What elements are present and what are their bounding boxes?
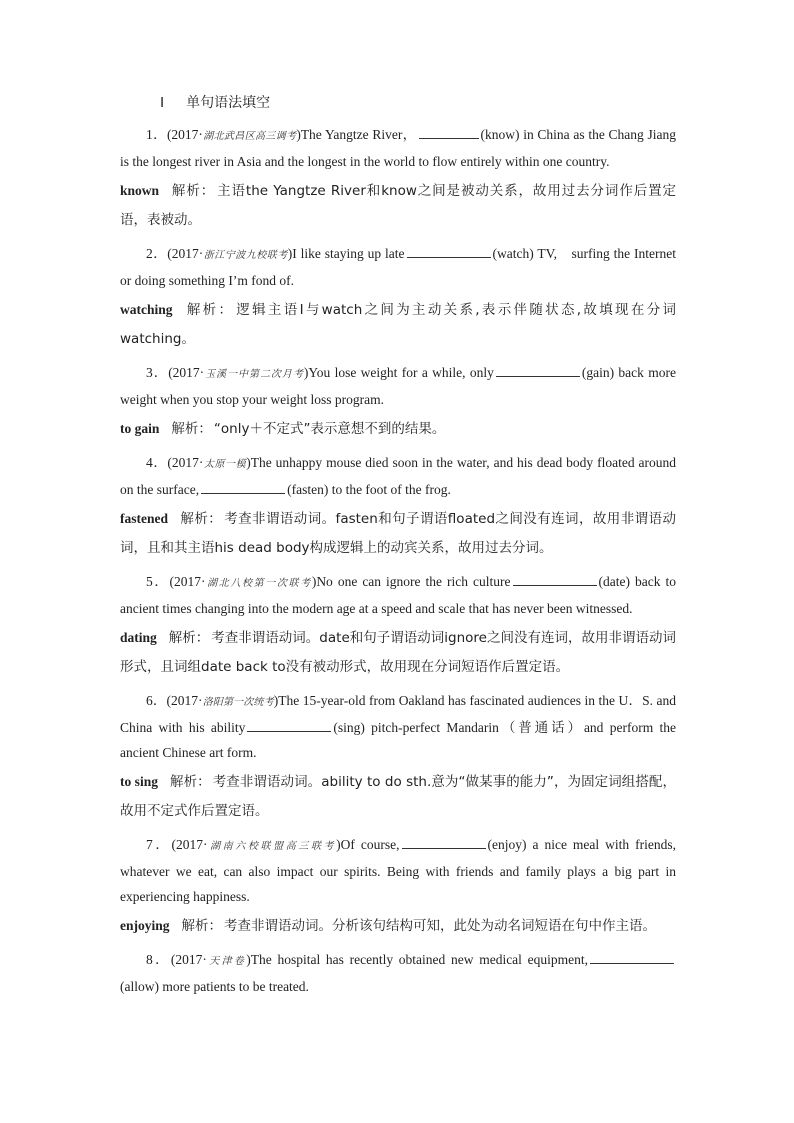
source-close: ) xyxy=(246,455,251,470)
answer-line xyxy=(120,176,676,235)
source-open: (2017· xyxy=(168,365,205,380)
question-number: 8． xyxy=(146,952,171,967)
question-after: (enjoy) a nice meal with friends, whatever we eat, can also impact our spirits. Being with friends and family plays a big part in experiencing happiness. xyxy=(120,837,676,904)
question-number: 1． xyxy=(146,127,167,142)
question-before: The hospital has recently obtained new medical equipment, xyxy=(250,952,588,967)
question-text xyxy=(120,241,676,293)
analysis-text: 考查非谓语动词。ability to do sth.意为“做某事的能力”，为固定词组搭配，故用不定式作后置定语。 xyxy=(120,774,676,819)
source-open: (2017· xyxy=(167,246,204,261)
source-open: (2017· xyxy=(170,952,207,967)
question-source: 洛阳第一次统考 xyxy=(202,697,274,708)
answer-blank[interactable] xyxy=(419,124,479,139)
analysis-label: 解析： xyxy=(181,918,223,934)
question-text xyxy=(120,569,676,621)
answer-word: watching xyxy=(120,302,173,317)
section-heading xyxy=(160,92,676,112)
question-number: 5． xyxy=(146,574,170,589)
answer-line xyxy=(120,295,676,354)
answer-blank[interactable] xyxy=(590,949,674,964)
question-item xyxy=(120,360,676,444)
source-open: (2017· xyxy=(169,574,206,589)
question-after: (gain) back more weight when you stop your weight loss program. xyxy=(120,365,676,407)
source-open: (2017· xyxy=(171,837,208,852)
question-item xyxy=(120,241,676,354)
source-open: (2017· xyxy=(166,127,203,142)
analysis-text: 主语the Yangtze River和know之间是被动关系，故用过去分词作后置定语，表被动。 xyxy=(120,183,677,228)
question-before: The Yangtze River， xyxy=(300,127,417,142)
question-after: (fasten) to the foot of the frog. xyxy=(287,482,451,497)
answer-blank[interactable] xyxy=(407,243,491,258)
question-text xyxy=(120,947,676,999)
analysis-text: 考查非谓语动词。date和句子谓语动词ignore之间没有连词，故用非谓语动词形式，且词组date back to没有被动形式，故用现在分词短语作后置定语。 xyxy=(120,630,676,675)
analysis-label: 解析： xyxy=(171,421,212,437)
section-numeral: Ⅰ xyxy=(160,96,165,111)
question-item xyxy=(120,688,676,826)
source-close: ) xyxy=(287,246,293,261)
question-after: (know) in China as the Chang Jiang is the longest river in Asia and the longest in the world to flow entirely within one country. xyxy=(120,127,677,169)
question-item xyxy=(120,947,676,999)
question-number: 6． xyxy=(146,693,167,708)
question-source: 湖南六校联盟高三联考 xyxy=(207,841,337,852)
question-number: 3． xyxy=(146,365,169,380)
section-title: 单句语法填空 xyxy=(186,95,271,111)
question-after: (sing) pitch-perfect Mandarin（普通话）and perform the ancient Chinese art form. xyxy=(120,720,676,760)
question-text xyxy=(120,832,676,909)
source-open: (2017· xyxy=(167,455,204,470)
question-source: 天津卷 xyxy=(206,956,247,967)
question-item xyxy=(120,832,676,941)
question-text xyxy=(120,122,676,174)
question-text xyxy=(120,688,676,765)
answer-line xyxy=(120,504,676,563)
question-after: (date) back to ancient times changing into the modern age at a speed and scale that has never been witnessed. xyxy=(120,574,677,616)
analysis-text: 考查非谓语动词。分析该句结构可知，此处为动名词短语在句中作主语。 xyxy=(224,918,657,934)
source-close: ) xyxy=(246,952,251,967)
question-source: 湖北武昌区高三调考 xyxy=(202,131,297,142)
source-close: ) xyxy=(303,365,309,380)
source-close: ) xyxy=(311,574,317,589)
source-open: (2017· xyxy=(166,693,203,708)
answer-line xyxy=(120,767,676,826)
question-before: No one can ignore the rich culture xyxy=(316,574,511,589)
answer-blank[interactable] xyxy=(201,479,285,494)
question-text xyxy=(120,360,676,412)
answer-word: to gain xyxy=(120,421,160,436)
source-close: ) xyxy=(336,837,341,852)
question-before: The unhappy mouse died soon in the water, and his dead body floated around on the surface, xyxy=(120,455,677,497)
answer-word: dating xyxy=(120,630,157,645)
source-close: ) xyxy=(296,127,301,142)
answer-line xyxy=(120,911,676,941)
answer-word: fastened xyxy=(120,511,168,526)
analysis-label: 解析： xyxy=(168,630,210,646)
question-before: Of course, xyxy=(340,837,400,852)
answer-line xyxy=(120,623,676,682)
answer-word: known xyxy=(120,183,160,198)
question-source: 浙江宁波九校联考 xyxy=(203,250,288,261)
analysis-text: 逻辑主语I与watch之间为主动关系,表示伴随状态,故填现在分词watching。 xyxy=(120,302,677,347)
answer-word: to sing xyxy=(120,774,158,789)
question-before: The 15-year-old from Oakland has fascinated audiences in the U．S. and China with his ability xyxy=(120,693,676,735)
source-close: ) xyxy=(273,693,279,708)
question-before: You lose weight for a while, only xyxy=(308,365,494,380)
question-item xyxy=(120,569,676,682)
question-number: 2． xyxy=(146,246,168,261)
question-item xyxy=(120,122,676,235)
exercise-page xyxy=(120,92,676,999)
question-after: (allow) more patients to be treated. xyxy=(120,979,309,994)
answer-line xyxy=(120,414,676,444)
answer-blank[interactable] xyxy=(496,362,580,377)
answer-blank[interactable] xyxy=(513,571,597,586)
question-item xyxy=(120,450,676,563)
analysis-label: 解析： xyxy=(180,511,223,527)
analysis-text: 考查非谓语动词。fasten和句子谓语floated之间没有连词，故用非谓语动词，且和其主语his dead body构成逻辑上的动宾关系，故用过去分词。 xyxy=(120,511,676,556)
answer-blank[interactable] xyxy=(247,717,331,732)
question-number: 7． xyxy=(146,837,172,852)
question-source: 湖北八校第一次联考 xyxy=(205,578,312,589)
answer-word: enjoying xyxy=(120,918,170,933)
analysis-label: 解析： xyxy=(171,183,216,199)
analysis-label: 解析： xyxy=(184,302,235,318)
question-before: I like staying up late xyxy=(292,246,405,261)
question-source: 玉溪一中第二次月考 xyxy=(204,369,304,380)
analysis-text: “only＋不定式”表示意想不到的结果。 xyxy=(213,421,446,437)
question-list xyxy=(120,122,676,999)
question-number: 4． xyxy=(146,455,168,470)
question-after: (watch) TV, surfing the Internet or doing something I’m fond of. xyxy=(120,246,676,288)
analysis-label: 解析： xyxy=(169,774,211,790)
answer-blank[interactable] xyxy=(402,834,486,849)
question-source: 太原一模 xyxy=(203,459,247,470)
question-text xyxy=(120,450,676,502)
